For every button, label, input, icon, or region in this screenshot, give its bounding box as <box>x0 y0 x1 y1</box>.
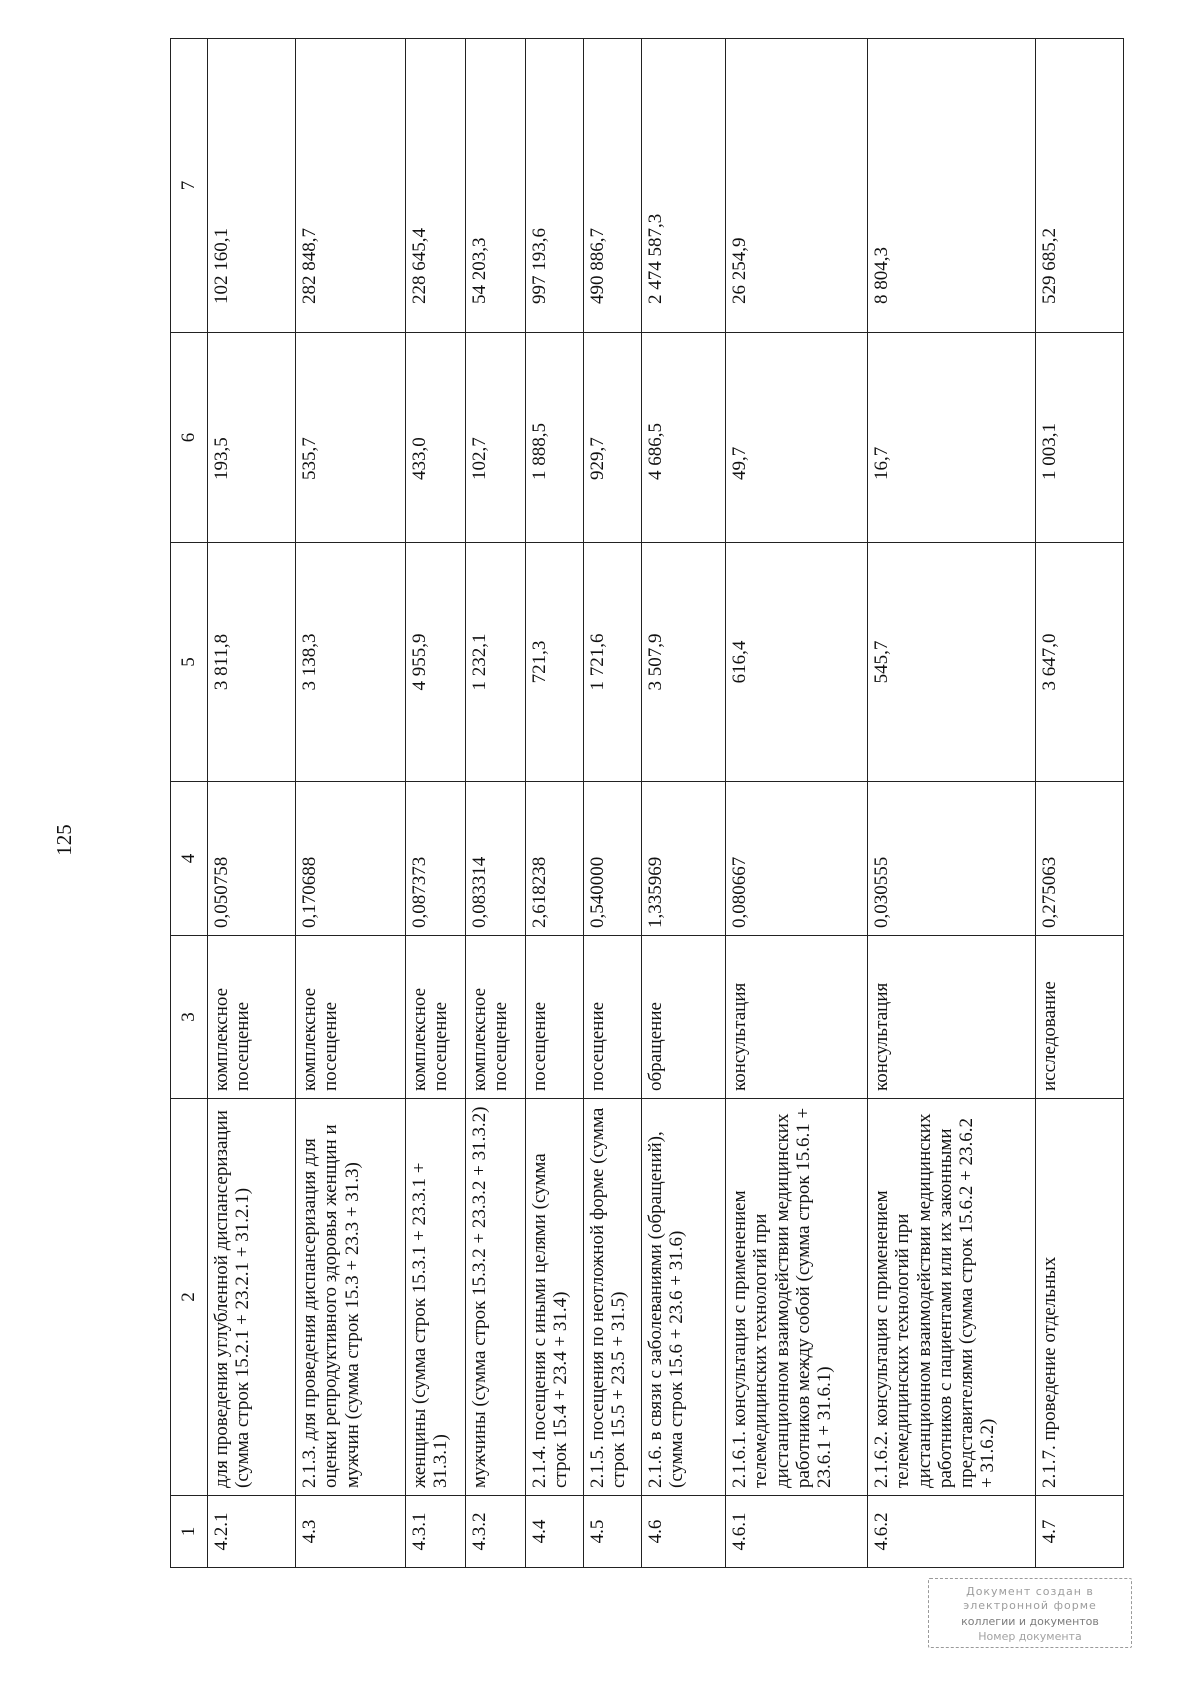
table-row <box>526 39 584 1568</box>
row-per-capita: 433,0 <box>406 333 466 543</box>
table-row <box>584 39 642 1568</box>
row-norm: 0,540000 <box>584 782 642 936</box>
row-per-capita: 4 686,5 <box>642 333 726 543</box>
budget-table <box>170 38 1124 1568</box>
row-cost: 721,3 <box>526 543 584 782</box>
table-row <box>868 39 1036 1568</box>
row-code: 4.6.2 <box>868 1496 1036 1568</box>
row-per-capita: 102,7 <box>466 333 526 543</box>
stamp-line: Номер документа <box>978 1630 1082 1644</box>
stamp-line: коллегии и документов <box>961 1614 1099 1628</box>
row-norm: 0,087373 <box>406 782 466 936</box>
row-norm: 0,170688 <box>296 782 406 936</box>
row-unit: посещение <box>526 936 584 1099</box>
table-row <box>466 39 526 1568</box>
row-total: 529 685,2 <box>1036 39 1124 333</box>
table-row <box>642 39 726 1568</box>
header-cell: 5 <box>171 543 208 782</box>
row-unit: обращение <box>642 936 726 1099</box>
table-header-row <box>171 39 208 1568</box>
row-code: 4.4 <box>526 1496 584 1568</box>
row-cost: 616,4 <box>726 543 868 782</box>
row-norm: 0,050758 <box>208 782 296 936</box>
row-description: 2.1.4. посещения с иными целями (сумма строк 15.4 + 23.4 + 31.4) <box>526 1099 584 1496</box>
row-norm: 0,030555 <box>868 782 1036 936</box>
row-cost: 545,7 <box>868 543 1036 782</box>
table-row <box>296 39 406 1568</box>
row-unit: посещение <box>584 936 642 1099</box>
row-code: 4.2.1 <box>208 1496 296 1568</box>
header-cell: 3 <box>171 936 208 1099</box>
row-code: 4.3.1 <box>406 1496 466 1568</box>
row-per-capita: 49,7 <box>726 333 868 543</box>
row-total: 228 645,4 <box>406 39 466 333</box>
row-per-capita: 193,5 <box>208 333 296 543</box>
row-norm: 1,335969 <box>642 782 726 936</box>
row-norm: 0,083314 <box>466 782 526 936</box>
row-unit: исследование <box>1036 936 1124 1099</box>
row-per-capita: 1 888,5 <box>526 333 584 543</box>
row-per-capita: 1 003,1 <box>1036 333 1124 543</box>
row-unit: консультация <box>726 936 868 1099</box>
row-cost: 1 232,1 <box>466 543 526 782</box>
row-cost: 3 811,8 <box>208 543 296 782</box>
row-total: 8 804,3 <box>868 39 1036 333</box>
row-description: мужчины (сумма строк 15.3.2 + 23.3.2 + 31.3.2) <box>466 1099 526 1496</box>
row-per-capita: 535,7 <box>296 333 406 543</box>
row-total: 26 254,9 <box>726 39 868 333</box>
table-row <box>406 39 466 1568</box>
row-total: 2 474 587,3 <box>642 39 726 333</box>
table-row <box>726 39 868 1568</box>
row-total: 102 160,1 <box>208 39 296 333</box>
header-cell: 4 <box>171 782 208 936</box>
row-unit: консультация <box>868 936 1036 1099</box>
row-unit: комплексное посещение <box>406 936 466 1099</box>
header-cell: 1 <box>171 1496 208 1568</box>
row-code: 4.3 <box>296 1496 406 1568</box>
header-cell: 2 <box>171 1099 208 1496</box>
row-code: 4.5 <box>584 1496 642 1568</box>
row-unit: комплексное посещение <box>208 936 296 1099</box>
row-description: для проведения углубленной диспансеризации (сумма строк 15.2.1 + 23.2.1 + 31.2.1) <box>208 1099 296 1496</box>
row-code: 4.6.1 <box>726 1496 868 1568</box>
stamp-line: Документ создан в электронной форме <box>963 1585 1097 1612</box>
row-cost: 3 507,9 <box>642 543 726 782</box>
row-description: 2.1.5. посещения по неотложной форме (сумма строк 15.5 + 23.5 + 31.5) <box>584 1099 642 1496</box>
row-description: 2.1.6.1. консультация с применением телемедицинских технологий при дистанционном взаимодействии медицинских работников между собой (сумма строк 15.6.1 + 23.6.1 + 31.6.1) <box>726 1099 868 1496</box>
row-per-capita: 929,7 <box>584 333 642 543</box>
header-cell: 6 <box>171 333 208 543</box>
row-total: 54 203,3 <box>466 39 526 333</box>
rotated-table-container <box>170 102 1118 1568</box>
row-description: 2.1.7. проведение отдельных <box>1036 1099 1124 1496</box>
row-cost: 1 721,6 <box>584 543 642 782</box>
row-description: женщины (сумма строк 15.3.1 + 23.3.1 + 31.3.1) <box>406 1099 466 1496</box>
row-norm: 0,080667 <box>726 782 868 936</box>
row-total: 490 886,7 <box>584 39 642 333</box>
row-norm: 2,618238 <box>526 782 584 936</box>
row-description: 2.1.6. в связи с заболеваниями (обращений), (сумма строк 15.6 + 23.6 + 31.6) <box>642 1099 726 1496</box>
row-cost: 4 955,9 <box>406 543 466 782</box>
row-code: 4.3.2 <box>466 1496 526 1568</box>
row-cost: 3 138,3 <box>296 543 406 782</box>
row-code: 4.7 <box>1036 1496 1124 1568</box>
row-per-capita: 16,7 <box>868 333 1036 543</box>
row-total: 282 848,7 <box>296 39 406 333</box>
page-number: 125 <box>52 824 76 856</box>
row-unit: комплексное посещение <box>296 936 406 1099</box>
row-description: 2.1.3. для проведения диспансеризация для оценки репродуктивного здоровья женщин и мужчин (сумма строк 15.3 + 23.3 + 31.3) <box>296 1099 406 1496</box>
row-unit: комплексное посещение <box>466 936 526 1099</box>
electronic-document-stamp <box>928 1578 1132 1648</box>
row-code: 4.6 <box>642 1496 726 1568</box>
row-norm: 0,275063 <box>1036 782 1124 936</box>
row-total: 997 193,6 <box>526 39 584 333</box>
row-cost: 3 647,0 <box>1036 543 1124 782</box>
table-row <box>208 39 296 1568</box>
table-row <box>1036 39 1124 1568</box>
row-description: 2.1.6.2. консультация с применением телемедицинских технологий при дистанционном взаимодействии медицинских работников с пациентами или их законными представителями (сумма строк 15.6.2 + 23.6.2 + 31.6.2) <box>868 1099 1036 1496</box>
header-cell: 7 <box>171 39 208 333</box>
